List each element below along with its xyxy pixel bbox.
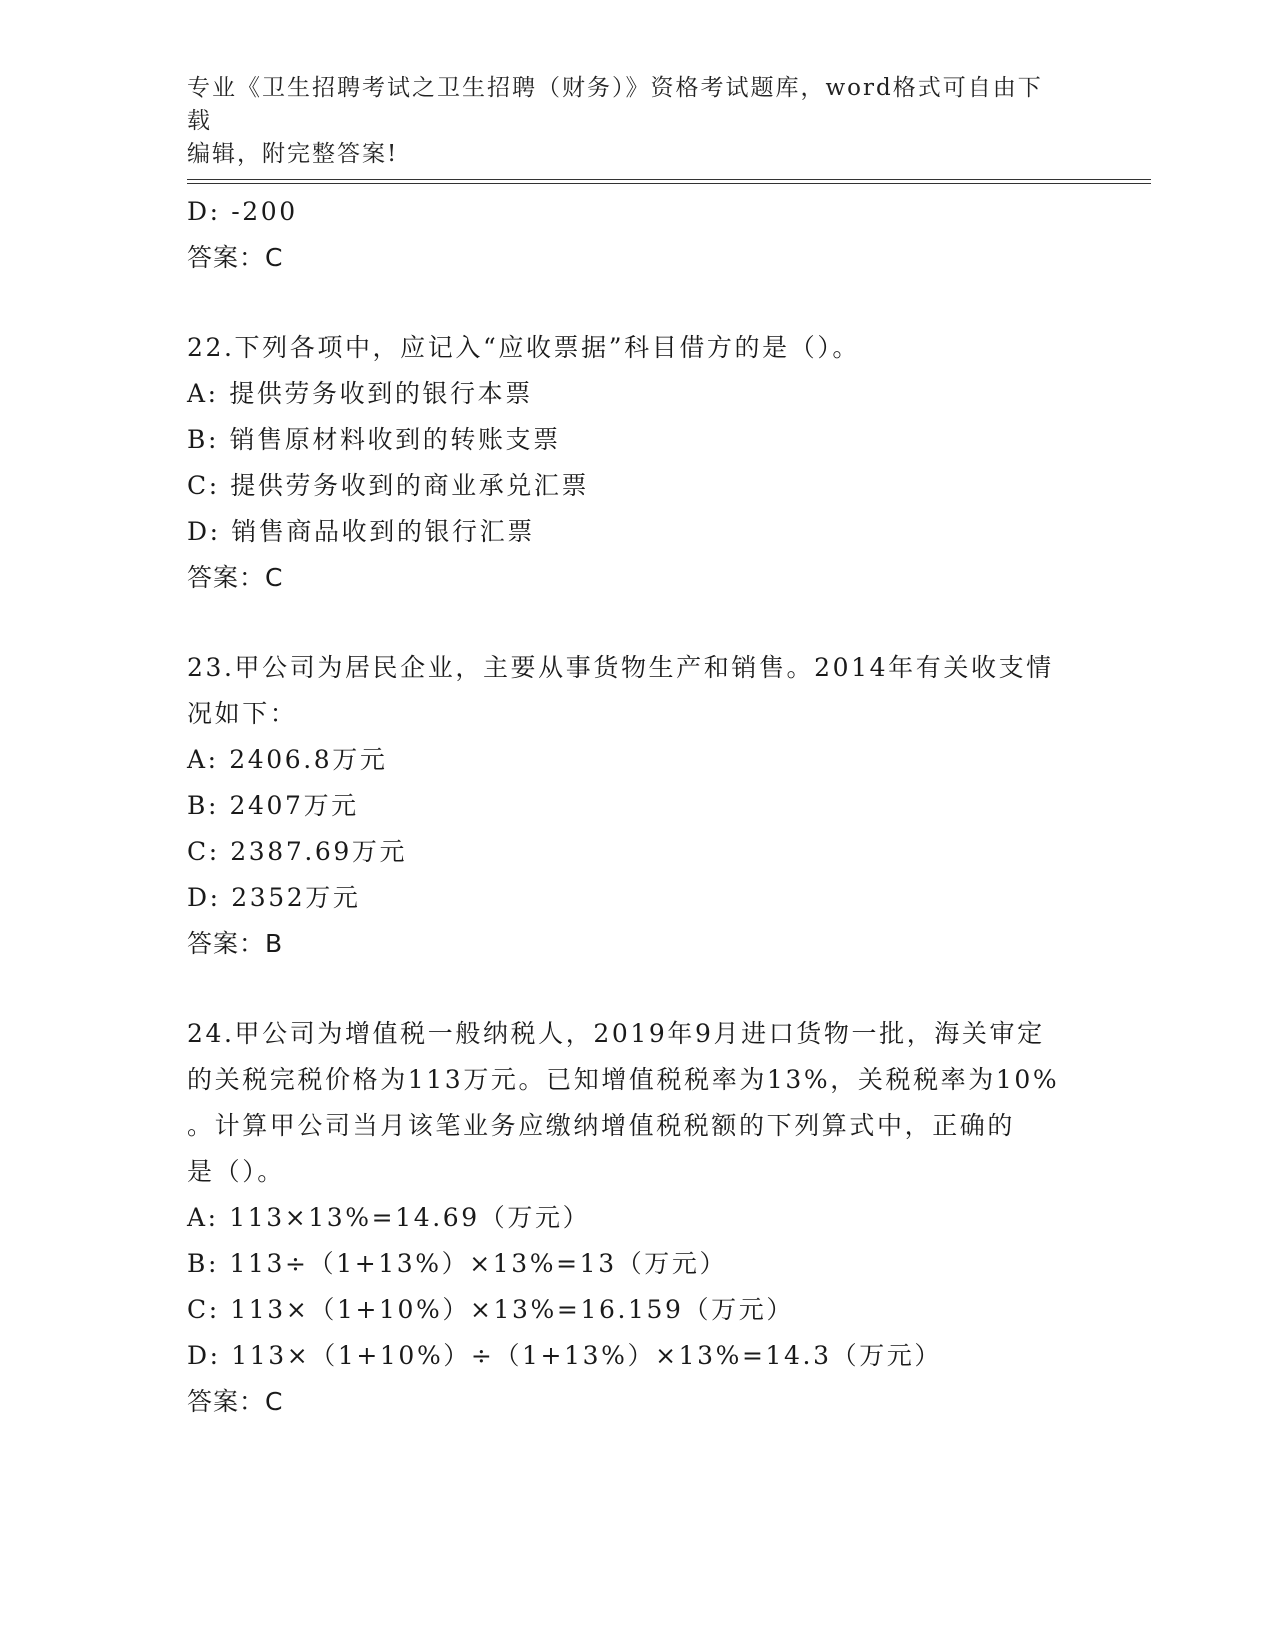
spacer xyxy=(187,967,1087,1011)
option-a: A: 2406.8万元 xyxy=(187,745,388,774)
header-divider-bottom xyxy=(187,183,1151,184)
header-line-2: 编辑，附完整答案! xyxy=(187,141,399,167)
answer-line: 答案：C xyxy=(187,563,284,592)
option-b: B: 销售原材料收到的转账支票 xyxy=(187,425,561,454)
option-b: B: 113÷（1+13%）×13%=13（万元） xyxy=(187,1249,728,1278)
question-23 xyxy=(187,645,1087,967)
answer-line: 答案：C xyxy=(187,243,284,272)
question-stem-line: 况如下： xyxy=(187,699,298,728)
option-c: C: 提供劳务收到的商业承兑汇票 xyxy=(187,471,590,500)
previous-question-tail xyxy=(187,189,1087,281)
question-stem-line: 23.甲公司为居民企业，主要从事货物生产和销售。2014年有关收支情 xyxy=(187,653,1054,682)
spacer xyxy=(187,601,1087,645)
option-d: D: 2352万元 xyxy=(187,883,361,912)
question-content xyxy=(187,189,1087,1425)
question-stem: 22.下列各项中，应记入“应收票据”科目借方的是（）。 xyxy=(187,333,861,362)
question-stem-line: 是（）。 xyxy=(187,1157,285,1186)
option-d: D: 113×（1+10%）÷（1+13%）×13%=14.3（万元） xyxy=(187,1341,942,1370)
option-d: D: -200 xyxy=(187,197,298,226)
question-stem-line: 24.甲公司为增值税一般纳税人，2019年9月进口货物一批，海关审定 xyxy=(187,1019,1045,1048)
document-header xyxy=(187,72,1067,171)
header-line-1: 专业《卫生招聘考试之卫生招聘（财务）》资格考试题库，word格式可自由下载 xyxy=(187,75,1043,134)
answer-line: 答案：B xyxy=(187,929,284,958)
header-divider-top xyxy=(187,179,1151,180)
option-c: C: 2387.69万元 xyxy=(187,837,408,866)
question-22 xyxy=(187,325,1087,601)
question-24 xyxy=(187,1011,1087,1425)
option-a: A: 提供劳务收到的银行本票 xyxy=(187,379,533,408)
option-a: A: 113×13%=14.69（万元） xyxy=(187,1203,591,1232)
answer-line: 答案：C xyxy=(187,1387,284,1416)
question-stem-line: 。计算甲公司当月该笔业务应缴纳增值税税额的下列算式中，正确的 xyxy=(187,1111,1016,1140)
option-c: C: 113×（1+10%）×13%=16.159（万元） xyxy=(187,1295,794,1324)
option-d: D: 销售商品收到的银行汇票 xyxy=(187,517,535,546)
option-b: B: 2407万元 xyxy=(187,791,359,820)
spacer xyxy=(187,281,1087,325)
question-stem-line: 的关税完税价格为113万元。已知增值税税率为13%，关税税率为10% xyxy=(187,1065,1060,1094)
